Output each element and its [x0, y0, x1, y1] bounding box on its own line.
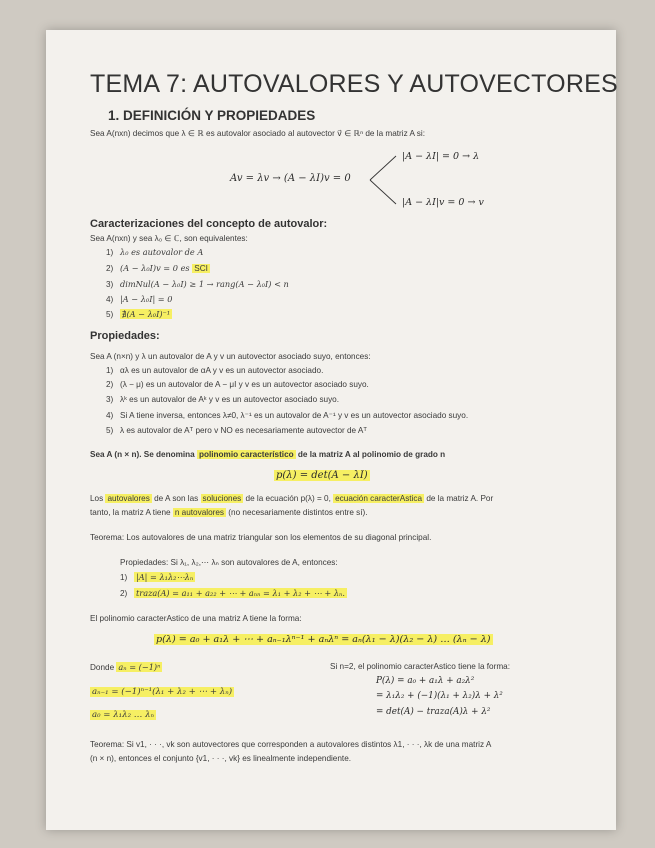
list-item: 4) Si A tiene inversa, entonces λ≠0, λ⁻¹ es un autovalor de A⁻¹ y v es un autovector asociado suyo.: [106, 411, 469, 420]
list-item: 5) λ es autovalor de Aᵀ pero v NO es necesariamente autovector de Aᵀ: [106, 426, 367, 435]
autovalores-paragraph-line1: Los autovalores de A son las soluciones de la ecuación p(λ) = 0, ecuación caracterAstica de la matriz A. Por: [90, 494, 494, 503]
list-item: 3) λᵏ es un autovalor de Aᵏ y v es un autovector asociado suyo.: [106, 395, 340, 404]
forma-polinomio-equation: p(λ) = a₀ + a₁λ + ⋯ + aₙ₋₁λⁿ⁻¹ + aₙλⁿ = aₙ(λ₁ − λ)(λ₂ − λ) … (λₙ − λ): [156, 634, 491, 645]
donde-an: Donde aₙ = (−1)ⁿ: [90, 662, 161, 672]
teorema-independencia-line1: Teorema: Si v1, · · ·, vk son autovectores que corresponden a autovalores distintos λ1, · · ·, λk de una matriz A: [90, 740, 492, 749]
teorema-triangular: Teorema: Los autovalores de una matriz triangular son los elementos de su diagonal principal.: [90, 533, 432, 542]
list-item: 1) |A| = λ₁λ₂⋯λₙ: [120, 572, 194, 582]
list-item: 1) λ₀ es autovalor de A: [106, 247, 204, 257]
propiedades-lead: Sea A (n×n) y λ un autovalor de A y v un autovector asociado suyo, entonces:: [90, 352, 371, 361]
list-item: 2) traza(A) = a₁₁ + a₂₂ + ⋯ + aₙₙ = λ₁ + λ₂ + ⋯ + λₙ.: [120, 588, 345, 598]
propiedades-autovalores-lead: Propiedades: Si λ₁, λ₂,⋯ λₙ son autovalores de A, entonces:: [120, 558, 338, 567]
caracterizaciones-lead: Sea A(nxn) y sea λ₀ ∈ ℂ, son equivalentes:: [90, 234, 248, 243]
n2-line2: = λ₁λ₂ + (−1)(λ₁ + λ₂)λ + λ²: [376, 691, 503, 701]
list-item: 4) |A − λ₀I| = 0: [106, 294, 173, 304]
n2-line1: P(λ) = a₀ + a₁λ + a₂λ²: [376, 676, 475, 686]
autovalores-paragraph-line2: tanto, la matriz A tiene n autovalores (no necesariamente distintos entre sí).: [90, 508, 368, 517]
list-item: 1) αλ es un autovalor de αA y v es un autovector asociado.: [106, 366, 324, 375]
donde-an-minus-1: aₙ₋₁ = (−1)ⁿ⁻¹(λ₁ + λ₂ + ⋯ + λₙ): [92, 687, 233, 697]
list-item: 3) dimNul(A − λ₀I) ≥ 1 → rang(A − λ₀I) < n: [106, 279, 289, 289]
forma-polinomio-lead: El polinomio caracterAstico de una matriz A tiene la forma:: [90, 614, 302, 623]
caracterizaciones-heading: Caracterizaciones del concepto de autovalor:: [90, 218, 328, 230]
teorema-independencia-line2: (n × n), entonces el conjunto {v1, · · ·, vk} es linealmente independiente.: [90, 754, 352, 763]
list-item: 2) (A − λ₀I)v = 0 es SCI: [106, 263, 208, 273]
donde-a0: a₀ = λ₁λ₂ … λₙ: [92, 710, 155, 720]
branch-lines: [368, 152, 400, 208]
page-title: TEMA 7: AUTOVALORES Y AUTOVECTORES: [90, 70, 618, 98]
list-item: 2) (λ − μ) es un autovalor de A − μI y v es un autovector asociado suyo.: [106, 380, 369, 389]
section-heading: 1. DEFINICIÓN Y PROPIEDADES: [108, 108, 316, 123]
n2-line3: = det(A) − traza(A)λ + λ²: [376, 707, 491, 717]
polinomio-equation: p(λ) = det(A − λI): [276, 470, 368, 481]
n2-lead: Si n=2, el polinomio caracterAstico tiene la forma:: [330, 662, 510, 671]
document-page: [46, 30, 616, 830]
list-item: 5) ∄(A − λ₀I)⁻¹: [106, 309, 171, 319]
equation-bottom-branch: |A − λI|v = 0 → v: [402, 197, 484, 208]
main-equation: Av = λv → (A − λI)v = 0: [230, 173, 351, 184]
propiedades-heading: Propiedades:: [90, 330, 160, 342]
intro-text: Sea A(nxn) decimos que λ ∈ ℝ es autovalor asociado al autovector v⃗ ∈ ℝⁿ de la matriz A si:: [90, 129, 425, 138]
equation-top-branch: |A − λI| = 0 → λ: [402, 151, 480, 162]
polinomio-definition: Sea A (n × n). Se denomina polinomio característico de la matriz A al polinomio de grado n: [90, 450, 446, 459]
